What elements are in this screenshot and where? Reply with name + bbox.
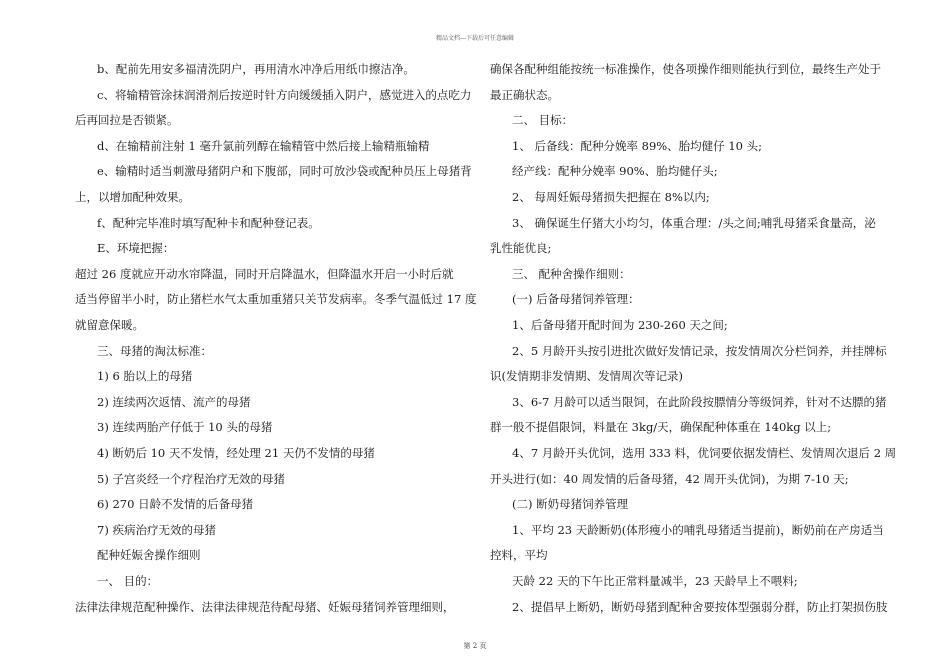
text-line: 2、提倡早上断奶，断奶母猪到配种舍要按体型强弱分群，防止打架损伤肢 (512, 599, 888, 614)
text-line: 2、5 月龄开头按引进批次做好发情记录，按发情周次分栏饲养，并挂牌标 (512, 343, 887, 358)
text-line: 2、 每周妊娠母猪损失把握在 8%以内; (512, 190, 710, 204)
text-line: 1、 后备线：配种分娩率 89%、胎均健仔 10 头; (512, 138, 763, 153)
text-line: 6) 270 日龄不发情的后备母猪 (97, 497, 254, 512)
text-line: 二、 目标： (512, 113, 574, 128)
text-line: d、在输精前注射 1 毫升氯前列醇在输精管中然后接上输精瓶输精 (97, 138, 430, 153)
text-line: e、输精时适当刺激母猪阴户和下腹部，同时可放沙袋或配种员压上母猪背 (97, 164, 472, 179)
text-line: E、环境把握： (97, 241, 175, 256)
text-line: 1) 6 胎以上的母猪 (97, 369, 193, 384)
text-line: 1、平均 23 天龄断奶(体形瘦小的哺乳母猪适当提前)，断奶前在产房适当 (512, 522, 884, 537)
text-line: 4) 断奶后 10 天不发情，经处理 21 天仍不发情的母猪 (97, 446, 375, 460)
text-line: 5) 子宫炎经一个疗程治疗无效的母猪 (97, 471, 285, 486)
text-line: 识(发情期非发情期、发情周次等记录) (490, 369, 683, 384)
text-line: f、配种完毕准时填写配种卡和配种登记表。 (97, 215, 320, 230)
text-line: 最正确状态。 (490, 87, 559, 102)
text-line: 上，以增加配种效果。 (75, 190, 190, 204)
text-line: 三、 配种舍操作细则： (512, 266, 631, 281)
text-line: 3、6-7 月龄可以适当限饲，在此阶段按膘情分等级饲养，针对不达膘的猪 (512, 394, 887, 409)
text-line: 后再回拉是否锁紧。 (75, 113, 179, 128)
page-number: 第 2 页 (463, 642, 487, 650)
text-line: 乳性能优良; (490, 241, 552, 256)
text-line: 3) 连续两胎产仔低于 10 头的母猪 (97, 420, 273, 435)
text-line: 1、后备母猪开配时间为 230-260 天之间; (512, 318, 728, 332)
text-line: 三、母猪的淘汰标准： (97, 343, 212, 358)
text-line: 一、 目的： (97, 574, 159, 588)
text-line: 法律法律规范配种操作、法律法律规范待配母猪、妊娠母猪饲养管理细则， (75, 599, 455, 614)
text-line: 开头进行(如：40 周发情的后备母猪，42 周开头优饲)，为期 7-10 天; (490, 471, 849, 486)
text-line: 群一般不提倡限饲，料量在 3kg/天，确保配种体重在 140kg 以上; (490, 420, 832, 435)
text-line: 7) 疾病治疗无效的母猪 (97, 522, 216, 537)
text-line: 确保各配种组能按统一标准操作，使各项操作细则能执行到位，最终生产处于 (490, 62, 881, 76)
text-line: 3、 确保诞生仔猪大小均匀，体重合理：/头之间;哺乳母猪采食量高，泌 (512, 215, 876, 230)
text-line: 适当停留半小时，防止猪栏水气太重加重猪只关节发病率。冬季气温低过 17 度 (75, 292, 477, 307)
text-line: 经产线：配种分娩率 90%、胎均健仔头; (512, 164, 718, 179)
text-line: 4、7 月龄开头优饲，选用 333 料，优饲要依据发情栏、发情周次退后 2 周 (512, 446, 897, 460)
text-line: 控料，平均 (490, 548, 548, 563)
page-header: 精品文档---下载后可任意编辑 (435, 35, 515, 42)
text-line: (一) 后备母猪饲养管理： (512, 292, 640, 307)
text-line: 2) 连续两次返情、流产的母猪 (97, 394, 251, 409)
text-line: b、配前先用安多福清洗阴户，再用清水冲净后用纸巾擦洁净。 (97, 62, 415, 76)
text-line: 天龄 22 天的下午比正常料量减半，23 天龄早上不喂料; (512, 574, 798, 588)
text-line: 超过 26 度就应开动水帘降温，同时开启降温水，但降温水开启一小时后就 (75, 266, 454, 281)
text-line: c、将输精管涂抹润滑剂后按逆时针方向缓缓插入阴户，感觉进入的点吃力 (97, 87, 472, 102)
text-line: 配种妊娠舍操作细则 (97, 548, 201, 563)
text-line: (二) 断奶母猪饲养管理 (512, 497, 629, 512)
text-line: 就留意保暖。 (75, 318, 144, 332)
